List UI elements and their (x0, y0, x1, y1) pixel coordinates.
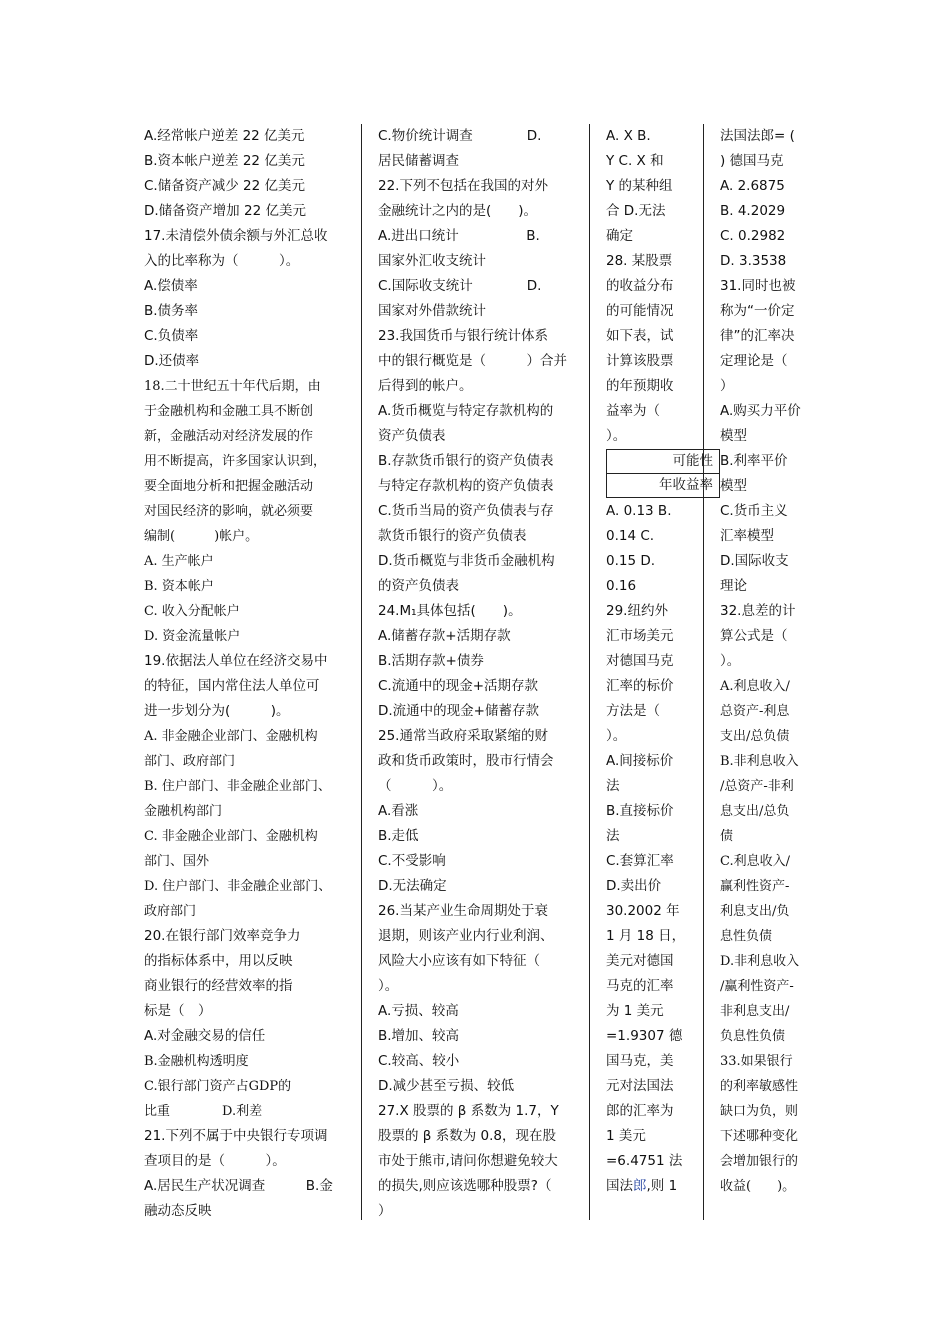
text-line: C.物价统计调查 D. (378, 128, 542, 144)
text-line: 于金融机构和金融工具不断创 (144, 404, 314, 419)
text-line: 政府部门 (144, 904, 197, 919)
text-line: A.对金融交易的信任 (144, 1028, 266, 1044)
text-line: D. 住户部门、非金融企业部门、 (144, 879, 332, 894)
text-line: D.无法确定 (378, 878, 447, 894)
text-line: D.流通中的现金+储蓄存款 (378, 703, 539, 719)
text-line: 入的比率称为（ ）。 (144, 253, 300, 269)
text-line: A.储蓄存款+活期存款 (378, 628, 511, 644)
text-line: 22.下列不包括在我国的对外 (378, 178, 548, 194)
text-line: ）。 (606, 728, 627, 744)
text-line: D.还债率 (144, 353, 200, 369)
text-line: A. 生产帐户 (144, 554, 214, 569)
text-line: 的收益分布 (606, 278, 674, 294)
text-line: B.利率平价 (720, 453, 788, 469)
text-line: 后得到的帐户。 (378, 378, 473, 394)
text-line: C.货币当局的资产负债表与存 (378, 503, 554, 519)
text-line: A.购买力平价 (720, 403, 801, 419)
table-row-probability (606, 449, 720, 474)
text-line: 国家对外借款统计 (378, 303, 486, 319)
text-line: B.债务率 (144, 303, 199, 319)
text-line: 比重 D.利差 (144, 1104, 263, 1119)
text-line: 新，金融活动对经济发展的作 (144, 429, 314, 444)
column-divider (589, 124, 590, 1220)
text-line: ）。 (720, 653, 741, 669)
text-line: ）。 (606, 428, 627, 444)
text-line: A. X B. (606, 128, 651, 144)
text-line: D.国际收支 (720, 553, 789, 569)
text-line: 理论 (720, 578, 747, 594)
text-line: （ ）。 (378, 778, 453, 794)
text-line: 编制( )帐户。 (144, 529, 259, 544)
text-line: 0.14 C. (606, 528, 655, 544)
text-line: /总资产-非利 (720, 779, 794, 794)
text-line: 32.息差的计 (720, 603, 796, 619)
text-line: 定理论是（ (720, 353, 788, 369)
text-line: 确定 (606, 228, 633, 244)
text-line: 28. 某股票 (606, 253, 673, 269)
column-divider (361, 124, 362, 1220)
text-line: B.活期存款+债券 (378, 653, 484, 669)
text-line: 律”的汇率决 (720, 328, 795, 344)
text-line: 24.M₁具体包括( )。 (378, 603, 522, 619)
text-line: A.亏损、较高 (378, 1003, 459, 1019)
highlighted-text: 郎 (633, 1178, 647, 1194)
text-line: 33.如果银行 (720, 1054, 793, 1069)
text-line: ） (378, 1203, 392, 1219)
text-line: D.储备资产增加 22 亿美元 (144, 203, 306, 219)
text-line: 的损失,则应该选哪种股票?（ (378, 1178, 552, 1194)
text-line: 缺口为负，则 (720, 1104, 799, 1119)
table-cell: 可能性 (672, 453, 713, 469)
text-line: 0.15 D. (606, 553, 656, 569)
text-line: 30.2002 年 (606, 903, 680, 919)
text-line: A.看涨 (378, 803, 419, 819)
text-line: 益率为（ (606, 403, 660, 419)
text-line: =6.4751 法 (606, 1153, 683, 1169)
text-line: 的可能情况 (606, 303, 674, 319)
text-line: 进一步划分为( )。 (144, 703, 290, 719)
text-line: B. 4.2029 (720, 203, 786, 219)
text-line: 模型 (720, 478, 747, 494)
text-line: 利息支出/负 (720, 904, 790, 919)
text-line: 中的银行概览是（ ）合并 (378, 353, 567, 369)
text-line: ） (720, 378, 734, 394)
text-line: 模型 (720, 428, 747, 444)
text-line: A.居民生产状况调查 B.金 (144, 1178, 333, 1194)
text-line: 的利率敏感性 (720, 1079, 799, 1094)
text-line: A.利息收入/ (720, 679, 790, 694)
text-line: 股票的 β 系数为 0.8，现在股 (378, 1128, 556, 1144)
text-line: 资产负债表 (378, 428, 446, 444)
text-line: B.存款货币银行的资产负债表 (378, 453, 554, 469)
text-line: 法国法郎= ( (720, 128, 795, 144)
text-line: 为 1 美元 (606, 1003, 664, 1019)
text-line: 郎的汇率为 (606, 1103, 674, 1119)
text-line: 1 美元 (606, 1128, 646, 1144)
text-line: 的年预期收 (606, 378, 674, 394)
text-line: ）。 (378, 978, 399, 994)
text-line: 国马克，美 (606, 1053, 674, 1069)
text-line: A.进出口统计 B. (378, 228, 540, 244)
text-line: 汇市场美元 (606, 628, 674, 644)
text-line: C.较高、较小 (378, 1053, 460, 1069)
text-line: C.国际收支统计 D. (378, 278, 542, 294)
text-line: 汇率的标价 (606, 678, 674, 694)
text-line: 1 月 18 日， (606, 928, 686, 944)
text-line: B.资本帐户逆差 22 亿美元 (144, 153, 305, 169)
column-divider (703, 124, 704, 1220)
column-2 (378, 124, 574, 1224)
text-line: 元对法国法 (606, 1078, 674, 1094)
text-line: 法 (606, 828, 620, 844)
text-line: 27.X 股票的 β 系数为 1.7，Y (378, 1103, 559, 1119)
text-line: Y C. X 和 (606, 153, 664, 169)
text-line: A. 2.6875 (720, 178, 785, 194)
text-line: D.减少甚至亏损、较低 (378, 1078, 515, 1094)
text-line: 非利息支出/ (720, 1004, 790, 1019)
text-fragment: 国法 (606, 1178, 633, 1194)
text-line: C.套算汇率 (606, 853, 674, 869)
text-line: 金融统计之内的是( )。 (378, 203, 538, 219)
text-line: 居民储蓄调查 (378, 153, 459, 169)
text-line: A. 非金融企业部门、金融机构 (144, 729, 318, 744)
text-line: 的资产负债表 (378, 578, 459, 594)
text-line: 0.16 (606, 578, 637, 594)
text-line: A.货币概览与特定存款机构的 (378, 403, 554, 419)
text-line: 19.依据法人单位在经济交易中 (144, 653, 328, 669)
text-line: 对国民经济的影响，就必须要 (144, 504, 314, 519)
text-fragment: ,则 1 (646, 1178, 678, 1194)
text-line: C.不受影响 (378, 853, 446, 869)
text-line: 26.当某产业生命周期处于衰 (378, 903, 548, 919)
text-line: B.金融机构透明度 (144, 1054, 249, 1069)
text-line: 对德国马克 (606, 653, 674, 669)
text-line: 算公式是（ (720, 628, 788, 644)
text-line: 称为“一价定 (720, 303, 795, 319)
text-line: 的特征，国内常住法人单位可 (144, 678, 320, 694)
text-line: C.负债率 (144, 328, 199, 344)
text-line: 息性负债 (720, 929, 773, 944)
text-line: 收益( )。 (720, 1179, 796, 1194)
text-line: 20.在银行部门效率竞争力 (144, 928, 301, 944)
text-line: A. 0.13 B. (606, 503, 672, 519)
text-line: 计算该股票 (606, 353, 674, 369)
text-line: D. 资金流量帐户 (144, 629, 241, 644)
text-line: 息支出/总负 (720, 804, 790, 819)
text-line: 负息性负债 (720, 1029, 786, 1044)
text-line: D.卖出价 (606, 878, 662, 894)
text-line: /赢利性资产- (720, 979, 794, 994)
text-line: 退期，则该产业内行业利润、 (378, 928, 554, 944)
text-line: 下述哪种变化 (720, 1129, 799, 1144)
text-line: C. 收入分配帐户 (144, 604, 240, 619)
text-line: 与特定存款机构的资产负债表 (378, 478, 554, 494)
text-line: 17.未清偿外债余额与外汇总收 (144, 228, 328, 244)
text-line: 法 (606, 778, 620, 794)
text-line: 商业银行的经营效率的指 (144, 978, 293, 994)
text-line: 风险大小应该有如下特征（ (378, 953, 540, 969)
text-line: 标是（ ） (144, 1003, 212, 1019)
text-line: 25.通常当政府采取紧缩的财 (378, 728, 548, 744)
text-line: 市处于熊市,请问你想避免较大 (378, 1153, 558, 1169)
text-line: 汇率模型 (720, 528, 774, 544)
text-line: ) 德国马克 (720, 153, 784, 169)
text-line: C. 0.2982 (720, 228, 786, 244)
text-line: B. 住户部门、非金融企业部门、 (144, 779, 331, 794)
table-row-annual-return (606, 473, 720, 498)
text-line: 国家外汇收支统计 (378, 253, 486, 269)
text-line: 用不断提高，许多国家认识到， (144, 454, 327, 469)
text-line: 31.同时也被 (720, 278, 796, 294)
text-line: C.银行部门资产占GDP的 (144, 1079, 292, 1094)
text-line: 方法是（ (606, 703, 660, 719)
text-line: C. 非金融企业部门、金融机构 (144, 829, 318, 844)
text-line: A.间接标价 (606, 753, 674, 769)
text-line: 债 (720, 829, 734, 844)
text-line: 如下表，试 (606, 328, 674, 344)
text-line: A.经常帐户逆差 22 亿美元 (144, 128, 305, 144)
text-line: 总资产-利息 (720, 704, 790, 719)
text-line: C.流通中的现金+活期存款 (378, 678, 539, 694)
text-line: B.增加、较高 (378, 1028, 460, 1044)
text-line: B.非利息收入 (720, 754, 799, 769)
text-line: 合 D.无法 (606, 203, 666, 219)
text-line: 金融机构部门 (144, 804, 223, 819)
text-line: D.货币概览与非货币金融机构 (378, 553, 555, 569)
text-line: 要全面地分析和把握金融活动 (144, 479, 314, 494)
text-line: 融动态反映 (144, 1203, 212, 1219)
text-line: 查项目的是（ ）。 (144, 1153, 286, 1169)
text-line: 29.纽约外 (606, 603, 668, 619)
text-line: 部门、政府部门 (144, 754, 236, 769)
text-line: D.非利息收入 (720, 954, 800, 969)
text-line: Y 的某种组 (606, 178, 673, 194)
text-line: 23.我国货币与银行统计体系 (378, 328, 548, 344)
text-line: 21.下列不属于中央银行专项调 (144, 1128, 328, 1144)
text-line: A.偿债率 (144, 278, 198, 294)
text-line: 政和货币政策时，股市行情会 (378, 753, 554, 769)
text-line: 马克的汇率 (606, 978, 674, 994)
text-line: 支出/总负债 (720, 729, 790, 744)
text-line: 赢利性资产- (720, 879, 790, 894)
text-line: C.货币主义 (720, 503, 788, 519)
text-line (606, 1174, 682, 1199)
text-line: 的指标体系中，用以反映 (144, 953, 293, 969)
text-line: 部门、国外 (144, 854, 210, 869)
text-line: C.利息收入/ (720, 854, 790, 869)
text-line: 会增加银行的 (720, 1154, 799, 1169)
text-line: 18.二十世纪五十年代后期，由 (144, 379, 321, 394)
text-line: C.储备资产减少 22 亿美元 (144, 178, 305, 194)
column-4 (720, 124, 812, 1199)
text-line: 款货币银行的资产负债表 (378, 528, 527, 544)
text-line: B. 资本帐户 (144, 579, 214, 594)
column-1 (144, 124, 349, 1224)
text-line: =1.9307 德 (606, 1028, 683, 1044)
text-line: D. 3.3538 (720, 253, 787, 269)
text-line: B.走低 (378, 828, 419, 844)
text-line: B.直接标价 (606, 803, 674, 819)
table-cell: 年收益率 (659, 477, 713, 493)
text-line: 美元对德国 (606, 953, 674, 969)
